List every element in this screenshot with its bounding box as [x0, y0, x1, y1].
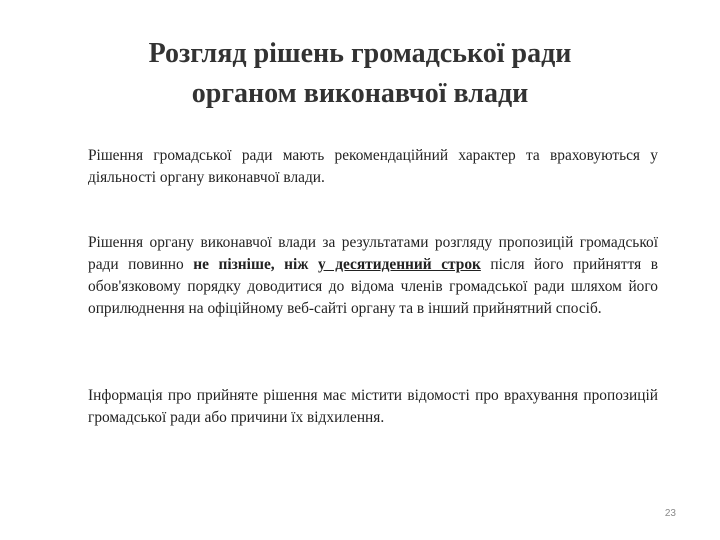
paragraph-2: [88, 232, 658, 320]
page-number: 23: [664, 508, 676, 519]
paragraph-2-bold-underlined-text: у десятиденний строк: [317, 256, 481, 273]
paragraph-2-text-start: Рішення органу виконавчої влади за результатами розгляду пропозицій громадської ради повинно: [88, 234, 658, 273]
paragraph-2-text-end: після його прийняття в обов'язковому порядку доводитися до відома членів громадської ради шляхом його оприлюднення на офіційному веб-сайті органу та в інший прийнятний спосіб.: [88, 256, 658, 317]
slide-title-line-1: Розгляд рішень громадської ради: [148, 38, 572, 69]
paragraph-1: Рішення громадської ради мають рекомендаційний характер та враховуються у діяльності органу виконавчої влади.: [88, 147, 658, 186]
slide-title-line-2: органом виконавчої влади: [191, 78, 529, 109]
paragraph-3: Інформація про прийняте рішення має містити відомості про врахування пропозицій громадської ради або причини їх відхилення.: [88, 387, 658, 426]
slide-title: [60, 34, 660, 114]
paragraph-2-bold-text: не пізніше, ніж: [193, 256, 318, 273]
